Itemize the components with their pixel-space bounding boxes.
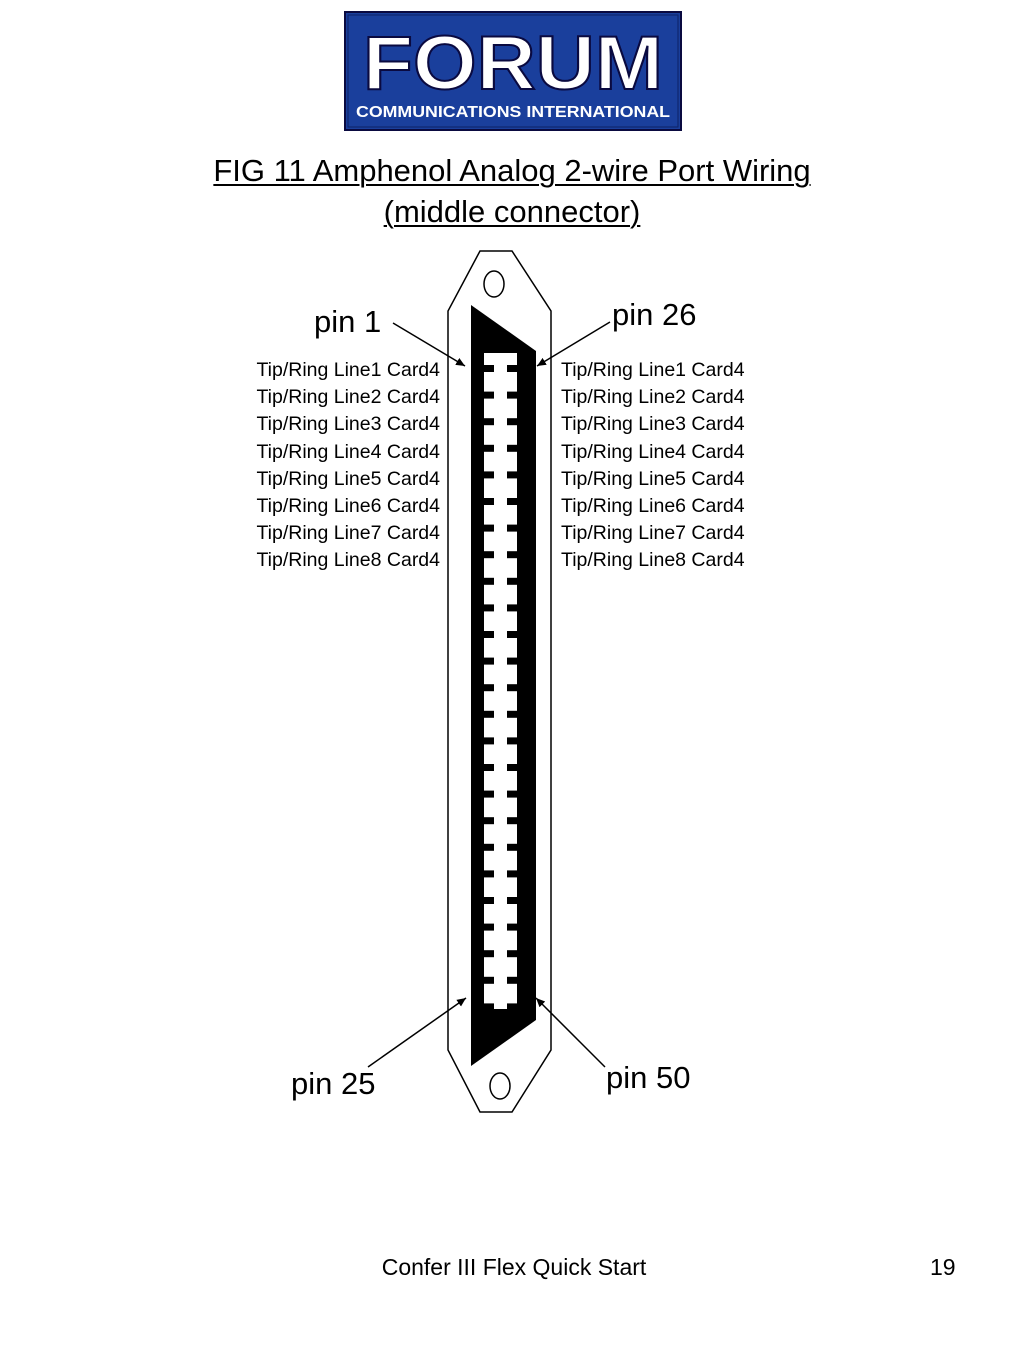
contact-tooth-right bbox=[507, 684, 517, 691]
contact-tooth-right bbox=[507, 791, 517, 798]
contact-tooth-right bbox=[507, 525, 517, 532]
pin-1-label: pin 1 bbox=[314, 304, 382, 339]
contact-tooth-left bbox=[484, 658, 494, 665]
left-wire-list bbox=[256, 357, 440, 575]
contact-tooth-right bbox=[507, 950, 517, 957]
contact-tooth-right bbox=[507, 1003, 517, 1010]
contact-tooth-right bbox=[507, 977, 517, 984]
wire-label: Tip/Ring Line1 Card4 bbox=[561, 359, 745, 381]
wire-label: Tip/Ring Line8 Card4 bbox=[256, 549, 440, 572]
contact-tooth-left bbox=[484, 445, 494, 452]
contact-tooth-left bbox=[484, 764, 494, 771]
contact-tooth-left bbox=[484, 737, 494, 744]
contact-tooth-left bbox=[484, 392, 494, 399]
contact-tooth-right bbox=[507, 924, 517, 931]
wire-label: Tip/Ring Line3 Card4 bbox=[256, 413, 440, 436]
contact-tooth-left bbox=[484, 365, 494, 372]
contact-tooth-right bbox=[507, 658, 517, 665]
contact-tooth-left bbox=[484, 498, 494, 505]
contact-tooth-right bbox=[507, 897, 517, 904]
contact-tooth-right bbox=[507, 551, 517, 558]
figure-subtitle: (middle connector) bbox=[383, 194, 641, 229]
contact-tooth-right bbox=[507, 604, 517, 611]
wire-label: Tip/Ring Line6 Card4 bbox=[256, 495, 440, 518]
contact-tooth-right bbox=[507, 817, 517, 824]
wire-label: Tip/Ring Line2 Card4 bbox=[561, 386, 745, 409]
contact-tooth-left bbox=[484, 950, 494, 957]
contact-tooth-right bbox=[507, 711, 517, 718]
contact-tooth-right bbox=[507, 578, 517, 585]
wire-label: Tip/Ring Line6 Card4 bbox=[561, 495, 745, 518]
contact-tooth-right bbox=[507, 844, 517, 851]
wire-label: Tip/Ring Line5 Card4 bbox=[256, 467, 440, 490]
contact-tooth-left bbox=[484, 471, 494, 478]
contact-tooth-right bbox=[507, 365, 517, 372]
footer-title: Confer III Flex Quick Start bbox=[381, 1254, 647, 1280]
wire-label: Tip/Ring Line4 Card4 bbox=[256, 440, 440, 463]
wire-label: Tip/Ring Line5 Card4 bbox=[561, 467, 745, 490]
contact-tooth-left bbox=[484, 1003, 494, 1010]
right-wire-list bbox=[561, 357, 745, 575]
wire-label: Tip/Ring Line1 Card4 bbox=[256, 359, 440, 381]
contact-tooth-left bbox=[484, 791, 494, 798]
contact-tooth-left bbox=[484, 418, 494, 425]
wire-label: Tip/Ring Line7 Card4 bbox=[561, 522, 745, 545]
contact-tooth-left bbox=[484, 924, 494, 931]
wire-label: Tip/Ring Line8 Card4 bbox=[561, 549, 745, 572]
mounting-hole-bottom bbox=[490, 1073, 510, 1099]
contact-tooth-right bbox=[507, 498, 517, 505]
contact-tooth-left bbox=[484, 711, 494, 718]
logo-wordmark: FORUM bbox=[363, 21, 663, 106]
contact-tooth-right bbox=[507, 392, 517, 399]
contact-tooth-left bbox=[484, 844, 494, 851]
contact-tooth-right bbox=[507, 737, 517, 744]
contact-tooth-left bbox=[484, 817, 494, 824]
logo-tagline: COMMUNICATIONS INTERNATIONAL bbox=[356, 104, 671, 121]
contact-tooth-right bbox=[507, 471, 517, 478]
contact-tooth-right bbox=[507, 418, 517, 425]
pin-25-label: pin 25 bbox=[291, 1066, 376, 1101]
wire-label: Tip/Ring Line3 Card4 bbox=[561, 413, 745, 436]
contact-tooth-left bbox=[484, 684, 494, 691]
figure-title: FIG 11 Amphenol Analog 2-wire Port Wiring bbox=[213, 153, 811, 188]
contact-tooth-left bbox=[484, 870, 494, 877]
contact-tooth-left bbox=[484, 551, 494, 558]
contact-tooth-left bbox=[484, 604, 494, 611]
pin-50-label: pin 50 bbox=[606, 1060, 691, 1095]
contact-tooth-left bbox=[484, 977, 494, 984]
contact-tooth-right bbox=[507, 764, 517, 771]
contact-tooth-right bbox=[507, 870, 517, 877]
wire-label: Tip/Ring Line4 Card4 bbox=[561, 440, 745, 463]
contact-tooth-left bbox=[484, 631, 494, 638]
page-number: 19 bbox=[930, 1254, 956, 1280]
mounting-hole-top bbox=[484, 271, 504, 297]
contact-tooth-left bbox=[484, 897, 494, 904]
contact-tooth-right bbox=[507, 631, 517, 638]
contact-tooth-right bbox=[507, 445, 517, 452]
contact-tooth-left bbox=[484, 525, 494, 532]
pin-26-label: pin 26 bbox=[612, 297, 697, 332]
wire-label: Tip/Ring Line7 Card4 bbox=[256, 522, 440, 545]
wire-label: Tip/Ring Line2 Card4 bbox=[256, 386, 440, 409]
contact-tooth-left bbox=[484, 578, 494, 585]
